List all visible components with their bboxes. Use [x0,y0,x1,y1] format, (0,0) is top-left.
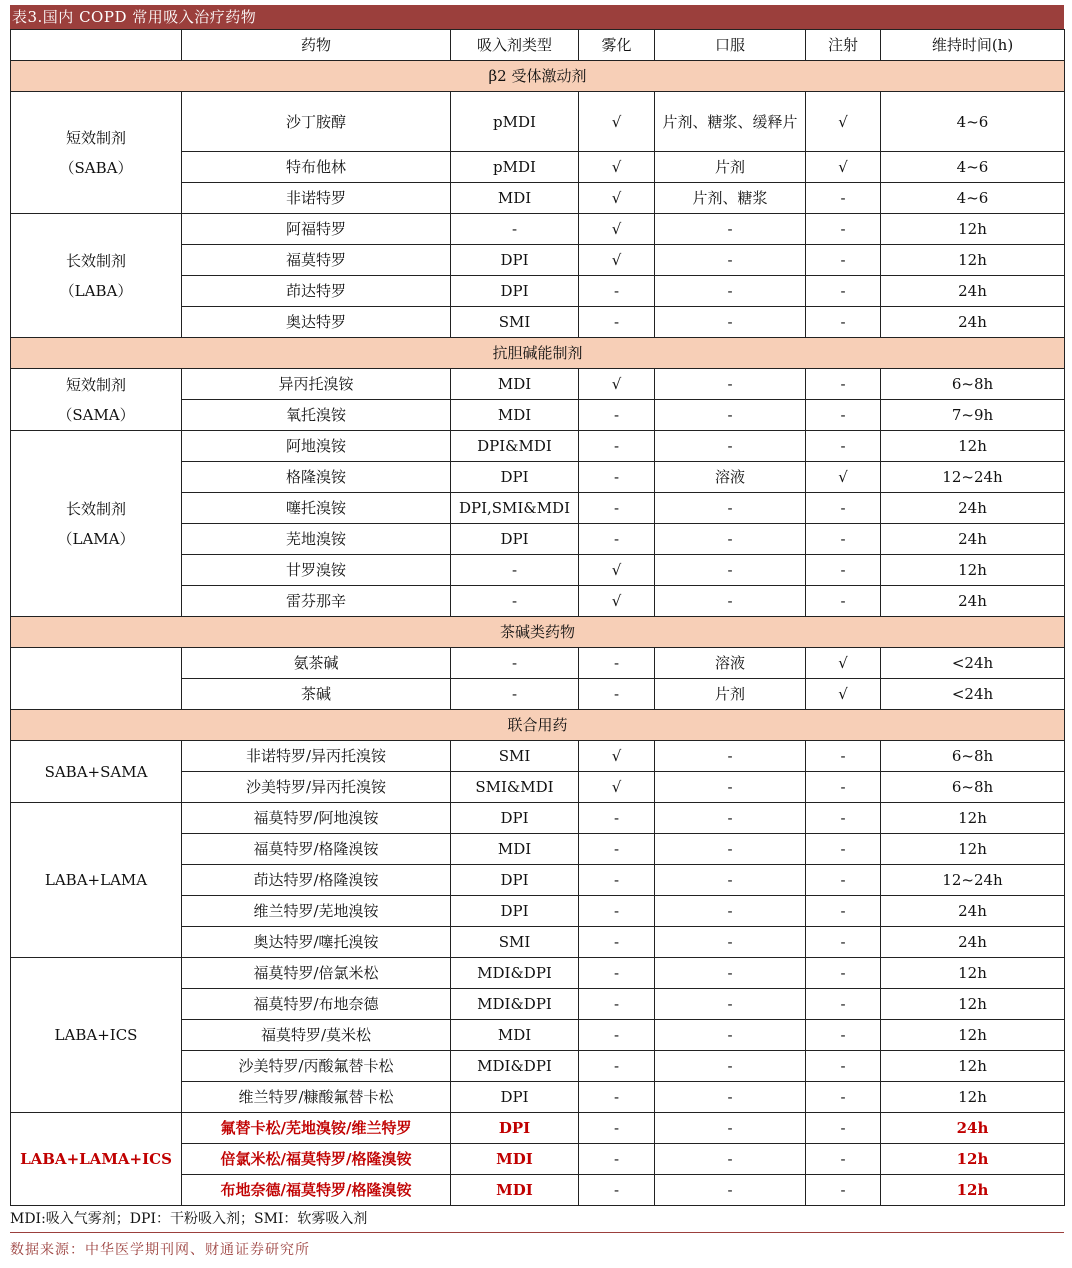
copd-drug-table [10,29,1065,1206]
table-cell: - [806,493,881,524]
table-cell: 24h [881,586,1065,617]
table-cell: - [655,555,806,586]
table-cell: MDI [451,183,579,214]
table-cell: SMI&MDI [451,772,579,803]
drug-row [11,92,1065,152]
table-cell: - [579,989,655,1020]
table-cell: √ [806,462,881,493]
table-cell: - [655,493,806,524]
table-cell: √ [579,586,655,617]
table-cell: - [655,1051,806,1082]
group-label [11,92,182,214]
table-cell: √ [579,741,655,772]
table-cell: - [579,307,655,338]
table-cell: 维兰特罗/糠酸氟替卡松 [182,1082,451,1113]
group-label-line: 短效制剂 [65,128,126,147]
table-cell: 24h [881,896,1065,927]
table-cell: 奥达特罗/噻托溴铵 [182,927,451,958]
group-label-line: （SABA） [59,158,133,177]
table-cell: - [579,679,655,710]
group-label [11,431,182,617]
column-header [11,30,182,61]
table-cell: 6~8h [881,772,1065,803]
table-cell: 特布他林 [182,152,451,183]
table-cell: - [655,803,806,834]
table-cell: √ [579,214,655,245]
table-cell: - [655,276,806,307]
table-cell: SMI [451,307,579,338]
table-cell: 6~8h [881,741,1065,772]
group-label-line: 长效制剂 [65,251,126,270]
table-cell: 福莫特罗/布地奈德 [182,989,451,1020]
table-cell: MDI [451,834,579,865]
drug-row [11,648,1065,679]
table-cell: 异丙托溴铵 [182,369,451,400]
table-cell: MDI&DPI [451,958,579,989]
table-cell: √ [579,183,655,214]
group-label: LABA+LAMA+ICS [11,1113,182,1206]
table-cell: 噻托溴铵 [182,493,451,524]
table-cell: √ [806,152,881,183]
table-cell: - [579,1113,655,1144]
table-cell: - [806,431,881,462]
drug-row [11,1113,1065,1144]
table-cell: 12h [881,555,1065,586]
group-label [11,214,182,338]
group-label-line: （LAMA） [57,529,135,548]
table-cell: 4~6 [881,92,1065,152]
table-cell: - [655,958,806,989]
table-cell: - [451,555,579,586]
table-cell: - [655,307,806,338]
table-cell: √ [806,92,881,152]
table-cell: - [451,679,579,710]
group-label [11,648,182,710]
table-cell: - [579,927,655,958]
table-cell: √ [579,152,655,183]
table-cell: - [579,834,655,865]
table-cell: - [579,400,655,431]
group-label-line: 长效制剂 [65,499,126,518]
table-cell: 维兰特罗/芜地溴铵 [182,896,451,927]
table-cell: - [806,927,881,958]
table-cell: 12h [881,1020,1065,1051]
group-label: LABA+LAMA [11,803,182,958]
column-header: 注射 [806,30,881,61]
table-cell: - [451,214,579,245]
table-cell: 4~6 [881,183,1065,214]
column-header: 口服 [655,30,806,61]
table-cell: - [579,958,655,989]
section-row [11,710,1065,741]
table-cell: 氨茶碱 [182,648,451,679]
section-row [11,338,1065,369]
table-cell: 溶液 [655,648,806,679]
abbreviation-note: MDI:吸入气雾剂；DPI：干粉吸入剂；SMI：软雾吸入剂 [10,1211,368,1227]
table-cell: - [655,865,806,896]
table-cell: - [806,1082,881,1113]
table-cell: 沙美特罗/异丙托溴铵 [182,772,451,803]
table-cell: - [806,307,881,338]
table-cell: MDI&DPI [451,989,579,1020]
table-cell: - [655,989,806,1020]
table-cell: - [655,741,806,772]
drug-row [11,958,1065,989]
table-cell: 倍氯米松/福莫特罗/格隆溴铵 [182,1144,451,1175]
table-cell: - [806,1175,881,1206]
table-cell: - [655,369,806,400]
table-cell: - [655,896,806,927]
table-cell: SMI [451,927,579,958]
table-cell: 12h [881,989,1065,1020]
table-cell: - [806,958,881,989]
table-cell: - [806,741,881,772]
table-cell: - [579,1051,655,1082]
table-cell: - [655,214,806,245]
table-cell: 甘罗溴铵 [182,555,451,586]
table-cell: √ [806,648,881,679]
group-label-line: 短效制剂 [65,375,126,394]
table-cell: 12h [881,958,1065,989]
table-cell: - [655,1082,806,1113]
table-cell: 茚达特罗 [182,276,451,307]
table-cell: - [579,524,655,555]
table-cell: 片剂 [655,152,806,183]
table-cell: MDI [451,1020,579,1051]
drug-row [11,214,1065,245]
drug-row [11,369,1065,400]
table-cell: 24h [881,524,1065,555]
table-cell: - [579,896,655,927]
table-cell: MDI [451,1144,579,1175]
header-row [11,30,1065,61]
table-cell: - [655,1175,806,1206]
table-cell: - [806,1113,881,1144]
group-label-line: （LABA） [59,281,133,300]
section-header: 抗胆碱能制剂 [11,338,1065,369]
table-cell: - [806,1051,881,1082]
table-cell: 12h [881,245,1065,276]
table-cell: - [806,214,881,245]
table-cell: 6~8h [881,369,1065,400]
table-cell: 片剂、糖浆 [655,183,806,214]
table-cell: 氟替卡松/芜地溴铵/维兰特罗 [182,1113,451,1144]
table-cell: - [655,927,806,958]
table-cell: - [579,1020,655,1051]
table-cell: - [579,1082,655,1113]
table-cell: 12h [881,834,1065,865]
table-cell: 非诺特罗/异丙托溴铵 [182,741,451,772]
table-cell: - [579,648,655,679]
table-cell: - [655,400,806,431]
table-cell: 格隆溴铵 [182,462,451,493]
table-cell: - [806,245,881,276]
table-cell: MDI [451,1175,579,1206]
table-cell: 12h [881,1082,1065,1113]
table-cell: <24h [881,679,1065,710]
table-cell: <24h [881,648,1065,679]
column-header: 吸入剂类型 [451,30,579,61]
drug-row [11,741,1065,772]
table-cell: 4~6 [881,152,1065,183]
section-header: 茶碱类药物 [11,617,1065,648]
table-cell: - [806,586,881,617]
group-label [11,369,182,431]
table-cell: 奥达特罗 [182,307,451,338]
table-cell: 沙丁胺醇 [182,92,451,152]
table-cell: √ [579,369,655,400]
divider [10,1232,1064,1233]
table-cell: √ [579,245,655,276]
table-cell: - [579,493,655,524]
column-header: 药物 [182,30,451,61]
table-cell: MDI [451,400,579,431]
table-cell: 7~9h [881,400,1065,431]
table-cell: 沙美特罗/丙酸氟替卡松 [182,1051,451,1082]
table-cell: 福莫特罗 [182,245,451,276]
table-cell: 福莫特罗/格隆溴铵 [182,834,451,865]
drug-row [11,431,1065,462]
table-cell: - [451,586,579,617]
data-source: 数据来源：中华医学期刊网、财通证券研究所 [10,1242,310,1258]
table-cell: - [806,183,881,214]
table-cell: - [806,1020,881,1051]
table-cell: 12h [881,1144,1065,1175]
table-cell: DPI&MDI [451,431,579,462]
table-cell: 24h [881,276,1065,307]
table-cell: - [579,865,655,896]
table-cell: 阿福特罗 [182,214,451,245]
table-cell: - [806,989,881,1020]
table-cell: √ [806,679,881,710]
table-cell: 12h [881,803,1065,834]
table-cell: 溶液 [655,462,806,493]
table-cell: - [655,1144,806,1175]
table-cell: 12~24h [881,462,1065,493]
table-cell: DPI,SMI&MDI [451,493,579,524]
table-cell: 茚达特罗/格隆溴铵 [182,865,451,896]
table-cell: DPI [451,896,579,927]
group-label: LABA+ICS [11,958,182,1113]
table-cell: - [806,834,881,865]
table-cell: - [806,276,881,307]
table-cell: 阿地溴铵 [182,431,451,462]
table-cell: DPI [451,1113,579,1144]
table-cell: 福莫特罗/莫米松 [182,1020,451,1051]
drug-row [11,803,1065,834]
table-cell: - [655,524,806,555]
table-cell: SMI [451,741,579,772]
table-cell: 茶碱 [182,679,451,710]
table-cell: - [806,555,881,586]
table-cell: 片剂 [655,679,806,710]
table-cell: DPI [451,524,579,555]
group-label: SABA+SAMA [11,741,182,803]
column-header: 维持时间(h) [881,30,1065,61]
table-cell: - [655,772,806,803]
table-cell: - [655,1020,806,1051]
table-cell: - [579,431,655,462]
table-cell: - [579,803,655,834]
section-header: β2 受体激动剂 [11,61,1065,92]
table-cell: DPI [451,245,579,276]
table-cell: - [806,772,881,803]
table-cell: DPI [451,865,579,896]
table-cell: - [806,1144,881,1175]
table-cell: √ [579,92,655,152]
table-cell: √ [579,555,655,586]
table-cell: 24h [881,927,1065,958]
table-cell: 24h [881,1113,1065,1144]
table-cell: - [806,369,881,400]
table-cell: 24h [881,307,1065,338]
table-cell: - [655,245,806,276]
table-cell: 非诺特罗 [182,183,451,214]
table-cell: MDI [451,369,579,400]
group-label-line: （SAMA） [57,405,135,424]
table-cell: 24h [881,493,1065,524]
table-cell: - [655,586,806,617]
table-cell: 12h [881,1175,1065,1206]
table-cell: - [806,524,881,555]
table-cell: 雷芬那辛 [182,586,451,617]
table-cell: 布地奈德/福莫特罗/格隆溴铵 [182,1175,451,1206]
table-cell: - [806,896,881,927]
table-cell: 芜地溴铵 [182,524,451,555]
section-header: 联合用药 [11,710,1065,741]
table-cell: pMDI [451,92,579,152]
table-cell: DPI [451,803,579,834]
table-cell: MDI&DPI [451,1051,579,1082]
table-cell: 福莫特罗/倍氯米松 [182,958,451,989]
table-cell: - [451,648,579,679]
table-cell: 福莫特罗/阿地溴铵 [182,803,451,834]
table-cell: - [806,803,881,834]
table-cell: - [579,276,655,307]
section-row [11,61,1065,92]
table-cell: DPI [451,462,579,493]
table-cell: - [655,834,806,865]
table-cell: 氧托溴铵 [182,400,451,431]
table-cell: 12~24h [881,865,1065,896]
table-cell: - [806,400,881,431]
column-header: 雾化 [579,30,655,61]
table-cell: DPI [451,1082,579,1113]
table-cell: DPI [451,276,579,307]
table-cell: 12h [881,431,1065,462]
table-cell: - [655,1113,806,1144]
table-cell: √ [579,772,655,803]
table-title: 表3.国内 COPD 常用吸入治疗药物 [10,5,1064,29]
section-row [11,617,1065,648]
table-cell: - [806,865,881,896]
table-cell: - [655,431,806,462]
table-cell: - [579,1175,655,1206]
table-cell: - [579,1144,655,1175]
table-cell: 12h [881,1051,1065,1082]
table-cell: pMDI [451,152,579,183]
table-cell: - [579,462,655,493]
table-cell: 12h [881,214,1065,245]
table-cell: 片剂、糖浆、缓释片 [655,92,806,152]
